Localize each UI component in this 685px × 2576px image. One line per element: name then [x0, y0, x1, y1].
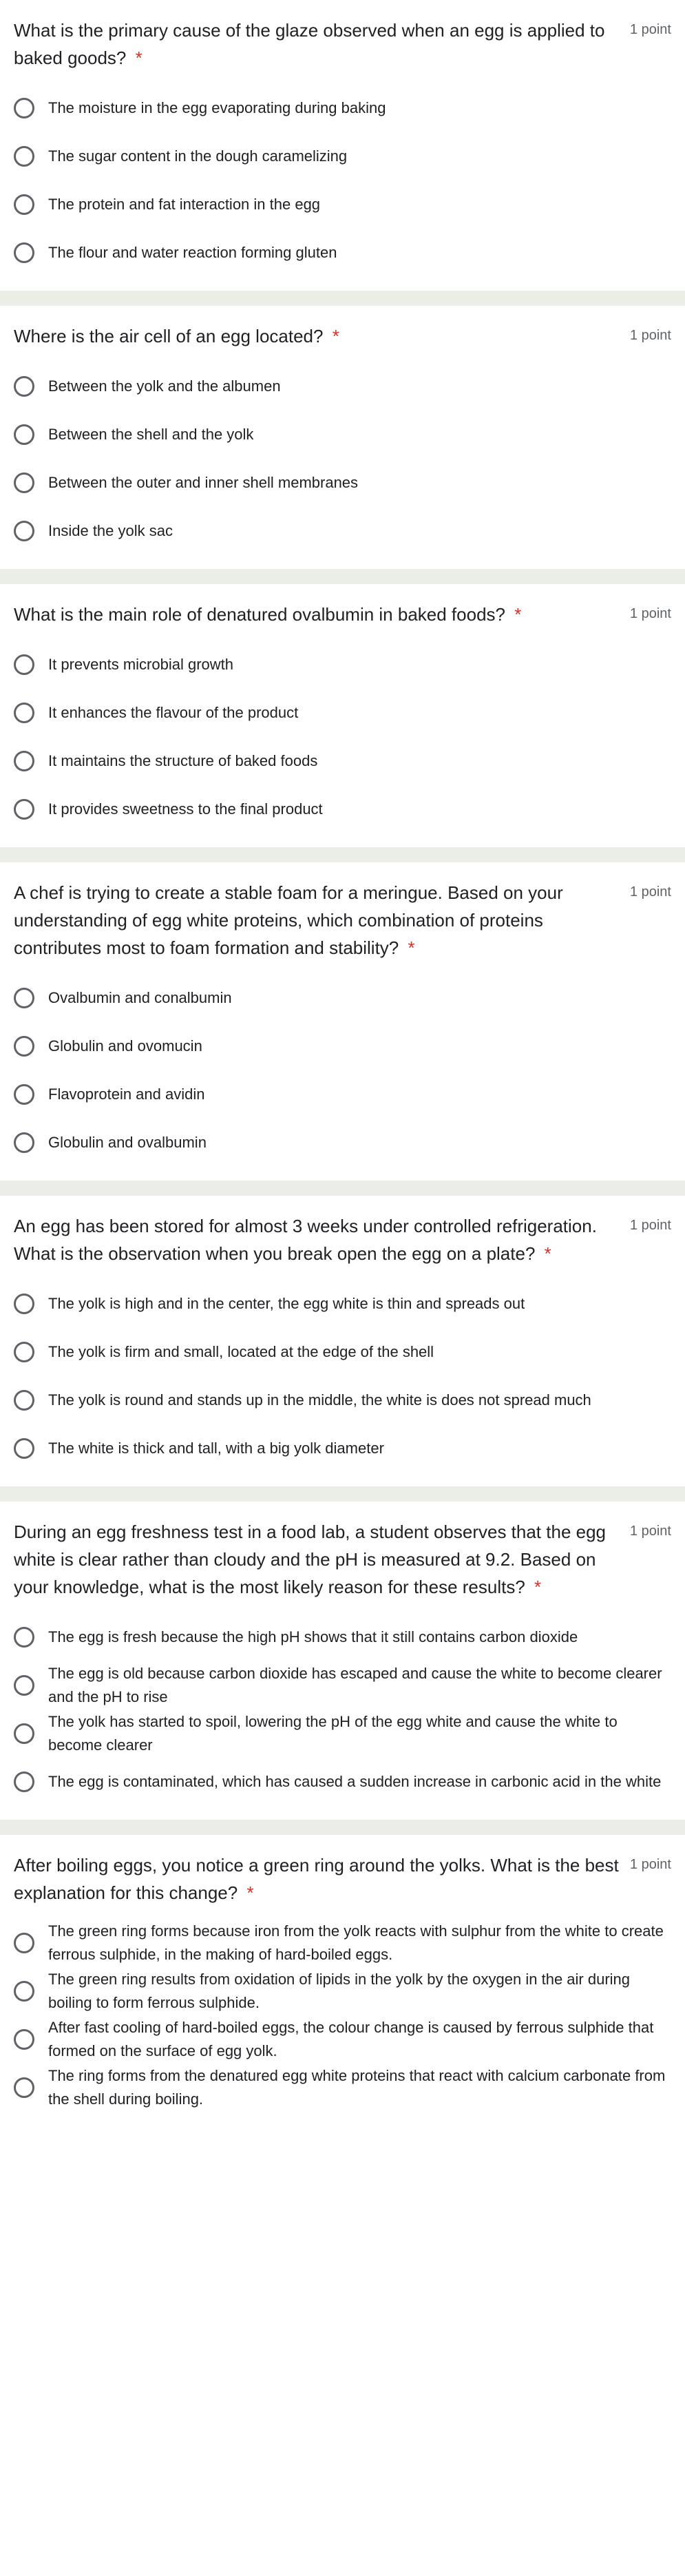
option-label: After fast cooling of hard-boiled eggs, the colour change is caused by ferrous sulphide that formed on the surface of egg yolk.	[48, 2019, 654, 2059]
question-title	[14, 1851, 622, 1907]
option-row[interactable]	[14, 1710, 671, 1758]
radio-button[interactable]	[14, 1036, 34, 1057]
radio-button[interactable]	[14, 1294, 34, 1314]
option-row[interactable]	[14, 1376, 671, 1424]
option-label: Inside the yolk sac	[48, 522, 173, 539]
points-label: 1 point	[629, 606, 671, 621]
option-row[interactable]	[14, 1758, 671, 1806]
option-label: The egg is old because carbon dioxide has escaped and cause the white to become clearer and the pH to rise	[48, 1665, 662, 1705]
required-asterisk: *	[544, 1243, 551, 1264]
option-row[interactable]	[14, 411, 671, 459]
options-group	[14, 1919, 671, 2112]
radio-button[interactable]	[14, 521, 34, 541]
option-row[interactable]	[14, 2064, 671, 2112]
question-card	[0, 1502, 685, 1820]
radio-button[interactable]	[14, 1342, 34, 1362]
radio-button[interactable]	[14, 654, 34, 675]
question-text: Where is the air cell of an egg located?	[14, 326, 324, 346]
radio-button[interactable]	[14, 376, 34, 397]
question-header	[14, 601, 671, 628]
option-row[interactable]	[14, 132, 671, 180]
points-label: 1 point	[629, 1218, 671, 1233]
option-row[interactable]	[14, 689, 671, 737]
question-title	[14, 1212, 622, 1267]
radio-button[interactable]	[14, 242, 34, 263]
question-title	[14, 322, 339, 350]
option-row[interactable]	[14, 785, 671, 833]
option-label: It maintains the structure of baked foods	[48, 752, 318, 769]
option-row[interactable]	[14, 1967, 671, 2015]
radio-button[interactable]	[14, 472, 34, 493]
question-title	[14, 17, 622, 72]
option-label: The flour and water reaction forming gluten	[48, 244, 337, 261]
radio-button[interactable]	[14, 98, 34, 118]
radio-button[interactable]	[14, 1772, 34, 1792]
question-header	[14, 1212, 671, 1267]
radio-button[interactable]	[14, 1981, 34, 2002]
question-text: An egg has been stored for almost 3 weeks under controlled refrigeration. What is the observation when you break open the egg on a plate?	[14, 1216, 597, 1264]
points-label: 1 point	[629, 22, 671, 37]
option-label: Between the outer and inner shell membranes	[48, 474, 359, 491]
option-row[interactable]	[14, 362, 671, 411]
radio-button[interactable]	[14, 1132, 34, 1153]
option-label: The egg is contaminated, which has caused a sudden increase in carbonic acid in the white	[48, 1773, 662, 1790]
option-label: The moisture in the egg evaporating during baking	[48, 99, 386, 116]
question-header	[14, 322, 671, 350]
required-asterisk: *	[534, 1577, 542, 1597]
radio-button[interactable]	[14, 751, 34, 771]
section-divider	[0, 1820, 685, 1835]
question-card	[0, 862, 685, 1181]
question-card	[0, 584, 685, 847]
radio-button[interactable]	[14, 1438, 34, 1459]
radio-button[interactable]	[14, 1627, 34, 1648]
radio-button[interactable]	[14, 703, 34, 723]
required-asterisk: *	[332, 326, 339, 346]
option-label: Globulin and ovomucin	[48, 1037, 202, 1055]
option-label: It provides sweetness to the final product	[48, 800, 323, 818]
options-group	[14, 641, 671, 833]
option-label: Between the shell and the yolk	[48, 426, 254, 443]
section-divider	[0, 1486, 685, 1502]
required-asterisk: *	[246, 1882, 254, 1903]
option-label: Between the yolk and the albumen	[48, 377, 281, 395]
option-row[interactable]	[14, 1919, 671, 1967]
question-card	[0, 0, 685, 291]
option-label: The yolk is high and in the center, the egg white is thin and spreads out	[48, 1295, 525, 1312]
option-row[interactable]	[14, 1070, 671, 1119]
required-asterisk: *	[408, 937, 415, 958]
section-divider	[0, 847, 685, 862]
radio-button[interactable]	[14, 424, 34, 445]
question-card	[0, 1835, 685, 2126]
option-row[interactable]	[14, 1119, 671, 1167]
option-row[interactable]	[14, 180, 671, 229]
option-label: The egg is fresh because the high pH shows that it still contains carbon dioxide	[48, 1628, 578, 1645]
option-row[interactable]	[14, 1022, 671, 1070]
option-label: The green ring results from oxidation of lipids in the yolk by the oxygen in the air during boiling to form ferrous sulphide.	[48, 1971, 631, 2011]
question-text: What is the primary cause of the glaze observed when an egg is applied to baked goods?	[14, 20, 605, 68]
option-label: The yolk is round and stands up in the middle, the white is does not spread much	[48, 1391, 591, 1409]
options-group	[14, 362, 671, 555]
question-header	[14, 879, 671, 962]
option-row[interactable]	[14, 1424, 671, 1473]
option-label: The green ring forms because iron from the yolk reacts with sulphur from the white to create ferrous sulphide, in the making of hard-boiled eggs.	[48, 1922, 664, 1963]
question-text: After boiling eggs, you notice a green ring around the yolks. What is the best explanation for this change?	[14, 1855, 619, 1903]
options-group	[14, 974, 671, 1167]
option-label: Ovalbumin and conalbumin	[48, 989, 232, 1006]
question-title	[14, 1518, 622, 1601]
required-asterisk: *	[514, 604, 522, 625]
options-group	[14, 84, 671, 277]
radio-button[interactable]	[14, 1933, 34, 1953]
radio-button[interactable]	[14, 1675, 34, 1696]
radio-button[interactable]	[14, 2029, 34, 2050]
option-row[interactable]	[14, 507, 671, 555]
radio-button[interactable]	[14, 146, 34, 167]
option-label: The yolk has started to spoil, lowering the pH of the egg white and cause the white to become clearer	[48, 1713, 618, 1754]
section-divider	[0, 1181, 685, 1196]
option-row[interactable]	[14, 974, 671, 1022]
option-row[interactable]	[14, 1280, 671, 1328]
question-header	[14, 1851, 671, 1907]
points-label: 1 point	[629, 1857, 671, 1872]
option-label: Globulin and ovalbumin	[48, 1134, 207, 1151]
option-row[interactable]	[14, 1328, 671, 1376]
option-label: Flavoprotein and avidin	[48, 1086, 205, 1103]
option-row[interactable]	[14, 737, 671, 785]
question-card	[0, 1196, 685, 1486]
question-header	[14, 1518, 671, 1601]
points-label: 1 point	[629, 328, 671, 343]
question-title	[14, 879, 622, 962]
option-row[interactable]	[14, 1613, 671, 1661]
option-row[interactable]	[14, 84, 671, 132]
option-label: The sugar content in the dough caramelizing	[48, 147, 348, 165]
option-label: The white is thick and tall, with a big yolk diameter	[48, 1440, 384, 1457]
question-header	[14, 17, 671, 72]
question-title	[14, 601, 521, 628]
section-divider	[0, 291, 685, 306]
option-label: It prevents microbial growth	[48, 656, 233, 673]
radio-button[interactable]	[14, 988, 34, 1008]
options-group	[14, 1613, 671, 1806]
question-text: During an egg freshness test in a food lab, a student observes that the egg white is clear rather than cloudy and the pH is measured at 9.2. Based on your knowledge, what is the most likely reason for these results?	[14, 1521, 607, 1597]
required-asterisk: *	[135, 48, 143, 68]
section-divider	[0, 569, 685, 584]
radio-button[interactable]	[14, 1390, 34, 1411]
option-label: It enhances the flavour of the product	[48, 704, 299, 721]
option-label: The protein and fat interaction in the egg	[48, 196, 321, 213]
radio-button[interactable]	[14, 1084, 34, 1105]
option-row[interactable]	[14, 459, 671, 507]
options-group	[14, 1280, 671, 1473]
option-row[interactable]	[14, 1661, 671, 1710]
question-text: A chef is trying to create a stable foam for a meringue. Based on your understanding of egg white proteins, which combination of proteins contributes most to foam formation and stability?	[14, 882, 563, 958]
radio-button[interactable]	[14, 2077, 34, 2098]
option-row[interactable]	[14, 229, 671, 277]
question-text: What is the main role of denatured ovalbumin in baked foods?	[14, 604, 505, 625]
radio-button[interactable]	[14, 799, 34, 820]
radio-button[interactable]	[14, 194, 34, 215]
option-row[interactable]	[14, 2015, 671, 2064]
option-label: The yolk is firm and small, located at the edge of the shell	[48, 1343, 434, 1360]
points-label: 1 point	[629, 1524, 671, 1539]
option-label: The ring forms from the denatured egg white proteins that react with calcium carbonate from the shell during boiling.	[48, 2067, 666, 2108]
option-row[interactable]	[14, 641, 671, 689]
question-card	[0, 306, 685, 569]
points-label: 1 point	[629, 884, 671, 900]
radio-button[interactable]	[14, 1723, 34, 1744]
